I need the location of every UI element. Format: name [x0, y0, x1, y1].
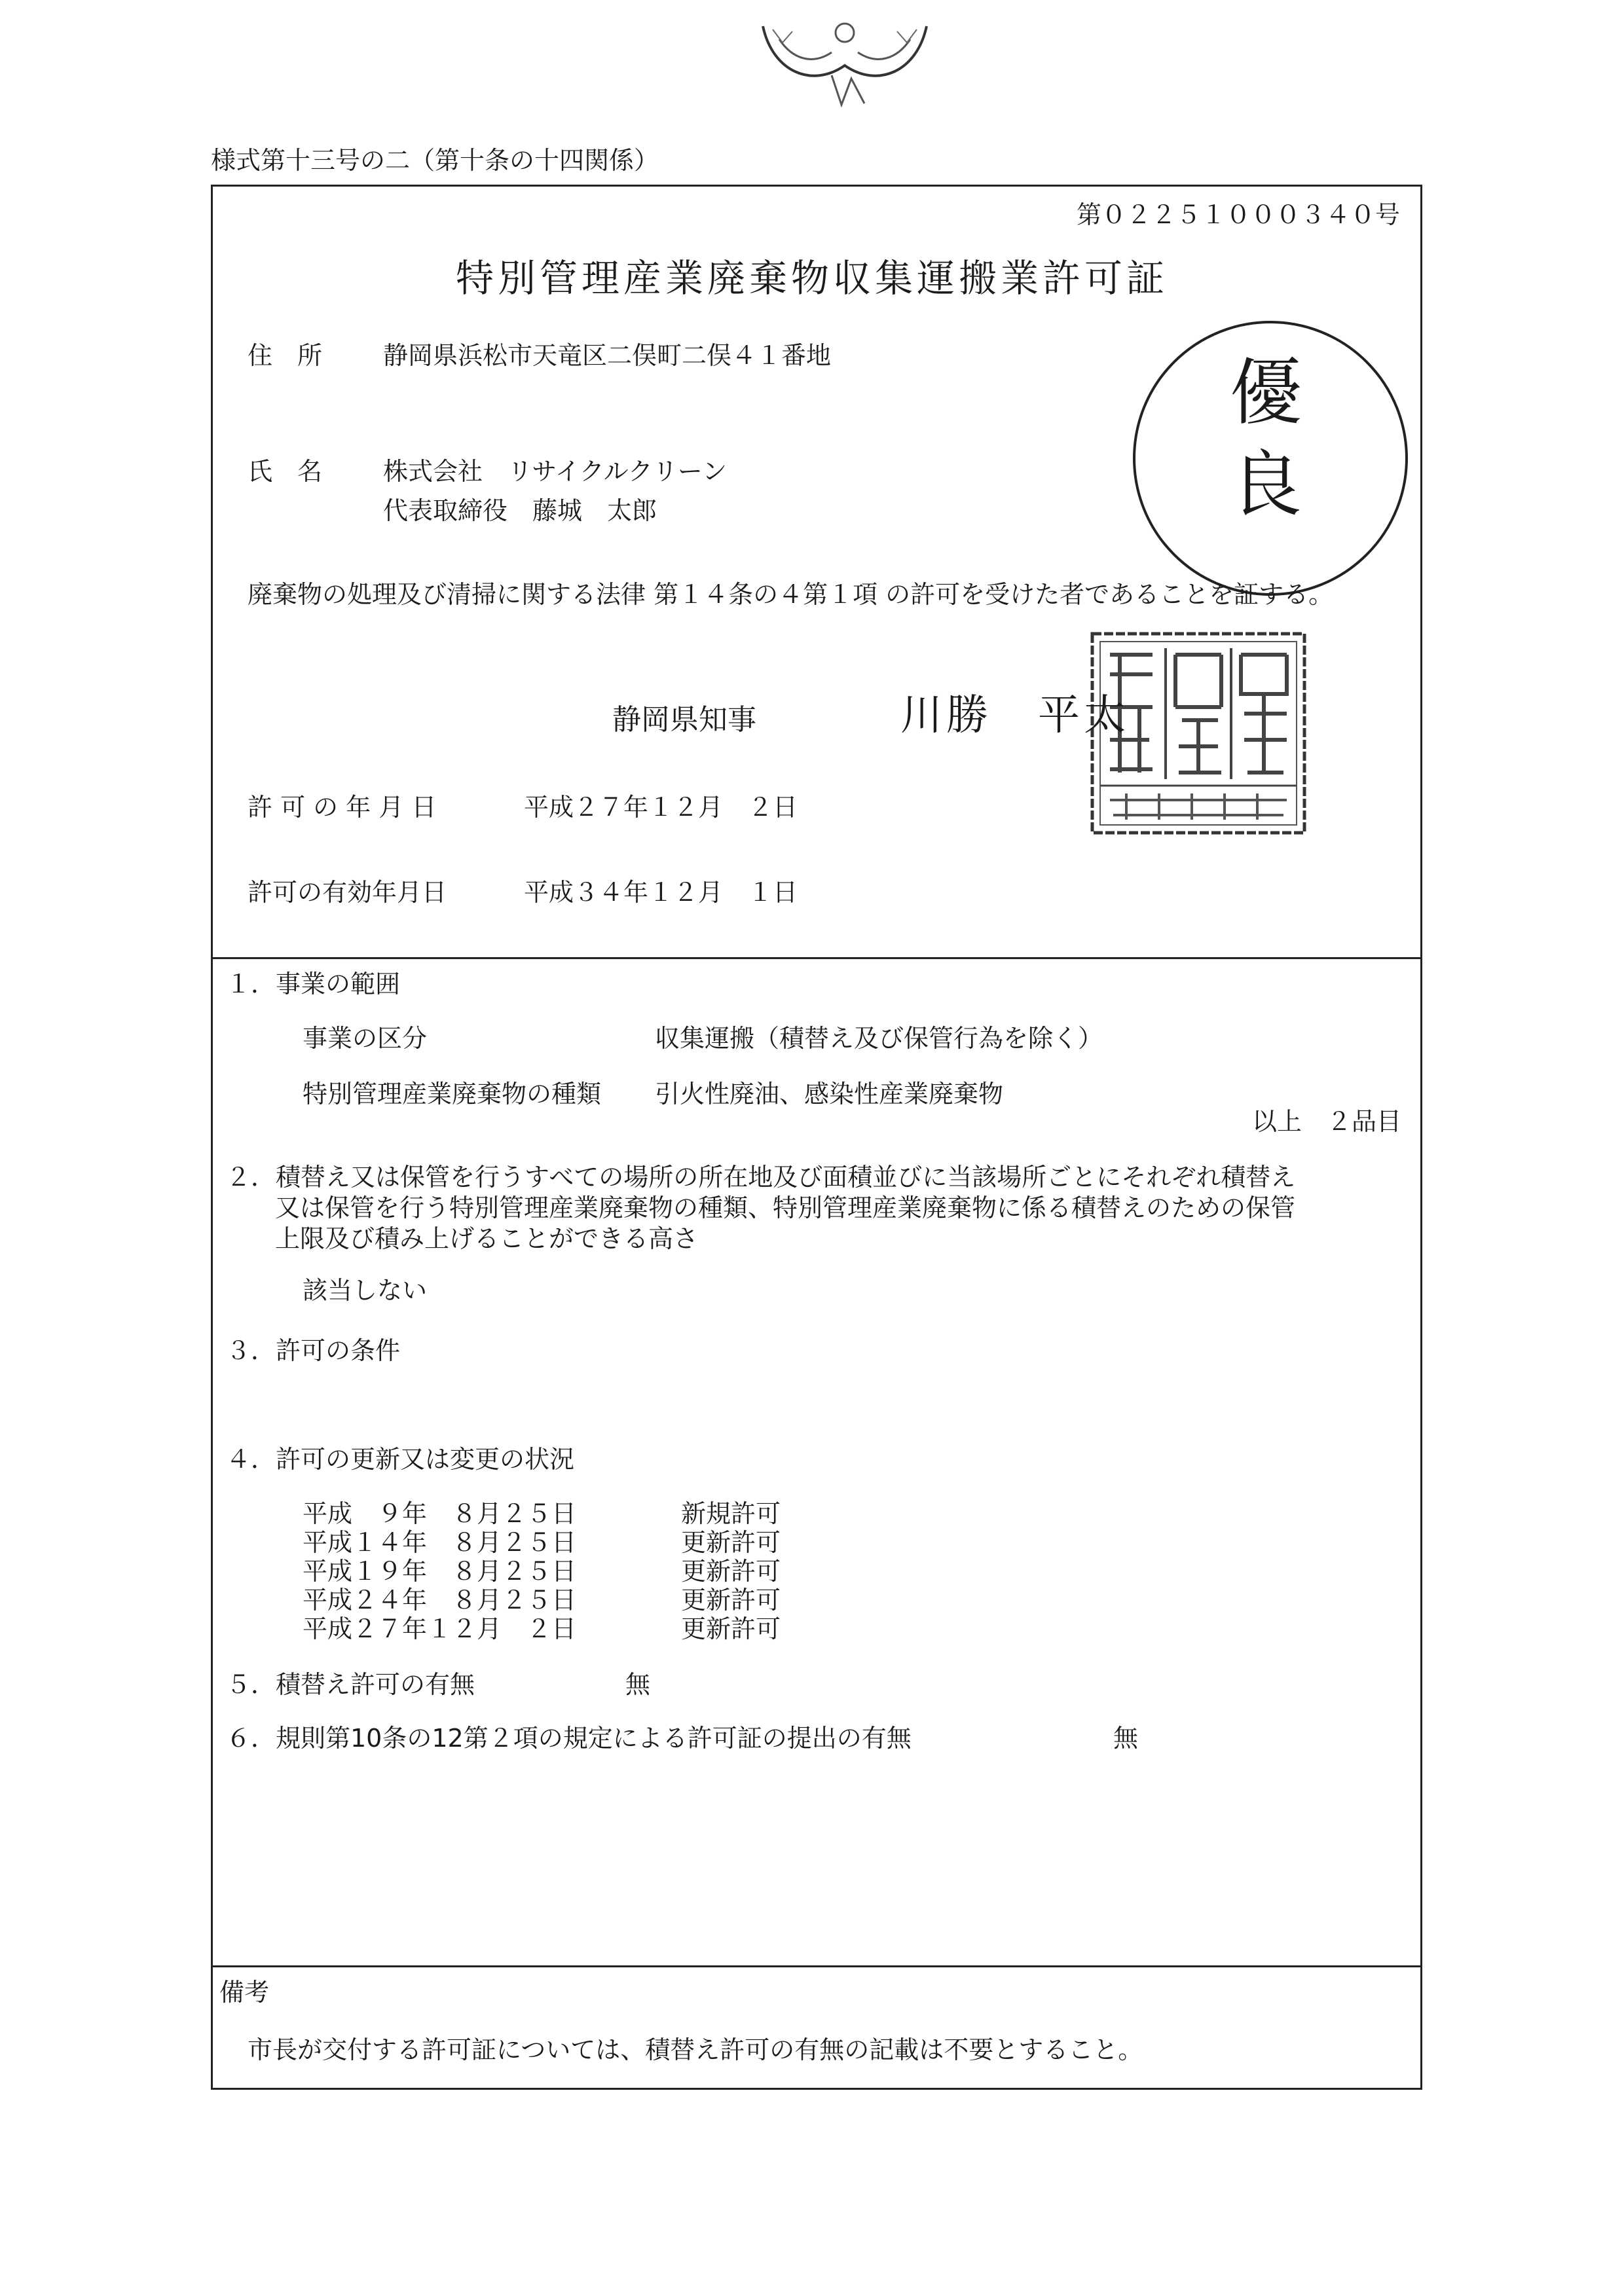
history-row: 平成 ９年 ８月２５日	[303, 1499, 577, 1528]
business-type-value: 収集運搬（積替え及び保管行為を除く）	[655, 1024, 1103, 1053]
stamp-char-2: 良	[1230, 443, 1302, 526]
issuer-title: 静岡県知事	[612, 703, 756, 737]
valid-until-label: 許可の有効年月日	[248, 878, 447, 907]
history-status: 更新許可	[681, 1586, 781, 1614]
section-1-heading: １．事業の範囲	[226, 970, 401, 998]
name-label: 氏 名	[248, 457, 323, 486]
history-status: 更新許可	[681, 1557, 781, 1586]
address-label: 住 所	[248, 341, 323, 370]
section-2-heading-line3: 上限及び積み上げることができる高さ	[275, 1224, 699, 1253]
certification-text: 廃棄物の処理及び清掃に関する法律 第１４条の４第１項 の許可を受けた者であることを証する。	[248, 580, 1334, 609]
history-row: 平成１９年 ８月２５日	[303, 1557, 577, 1586]
section-6-value: 無	[1113, 1724, 1139, 1753]
governor-signature: 川勝 平太	[900, 691, 1130, 740]
section-5-value: 無	[625, 1670, 651, 1699]
remarks-divider	[211, 1965, 1422, 1967]
stamp-char-1: 優	[1230, 351, 1302, 435]
section-2-value: 該当しない	[303, 1276, 428, 1305]
history-row: 平成１４年 ８月２５日	[303, 1528, 577, 1557]
waste-type-total: 以上 ２品目	[1251, 1107, 1401, 1136]
waste-type-value: 引火性廃油、感染性産業廃棄物	[655, 1080, 1004, 1108]
remarks-text: 市長が交付する許可証については、積替え許可の有無の記載は不要とすること。	[248, 2035, 1143, 2064]
business-type-label: 事業の区分	[303, 1024, 428, 1053]
waste-type-label: 特別管理産業廃棄物の種類	[303, 1080, 602, 1108]
valid-until-date: 平成３４年１２月 １日	[524, 878, 798, 907]
representative-name: 代表取締役 藤城 太郎	[383, 496, 657, 525]
certificate-title: 特別管理産業廃棄物収集運搬業許可証	[455, 256, 1168, 301]
remarks-heading: 備考	[219, 1978, 270, 2007]
section-6-heading: ６．規則第10条の12第２項の規定による許可証の提出の有無	[226, 1724, 912, 1753]
hole-punch-mark	[753, 13, 936, 111]
history-status: 更新許可	[681, 1614, 781, 1643]
company-name: 株式会社 リサイクルクリーン	[383, 457, 728, 486]
history-row: 平成２４年 ８月２５日	[303, 1586, 577, 1614]
form-label: 様式第十三号の二（第十条の十四関係）	[211, 146, 659, 175]
section-3-heading: ３．許可の条件	[226, 1336, 401, 1365]
section-2-heading-line1: ２．積替え又は保管を行うすべての場所の所在地及び面積並びに当該場所ごとにそれぞれ積替え	[226, 1163, 1296, 1192]
history-status: 更新許可	[681, 1528, 781, 1557]
certificate-number: 第０２２５１０００３４０号	[1076, 200, 1400, 229]
section-4-heading: ４．許可の更新又は変更の状況	[226, 1445, 575, 1474]
history-status: 新規許可	[681, 1499, 781, 1528]
permit-date-label: 許 可 の 年 月 日	[248, 793, 437, 822]
address-value: 静岡県浜松市天竜区二俣町二俣４１番地	[383, 341, 832, 370]
permit-date: 平成２７年１２月 ２日	[524, 793, 798, 822]
history-row: 平成２７年１２月 ２日	[303, 1614, 577, 1643]
section-2-heading-line2: 又は保管を行う特別管理産業廃棄物の種類、特別管理産業廃棄物に係る積替えのための保管	[275, 1194, 1296, 1222]
section-5-heading: ５．積替え許可の有無	[226, 1670, 475, 1699]
section-divider	[211, 957, 1422, 959]
